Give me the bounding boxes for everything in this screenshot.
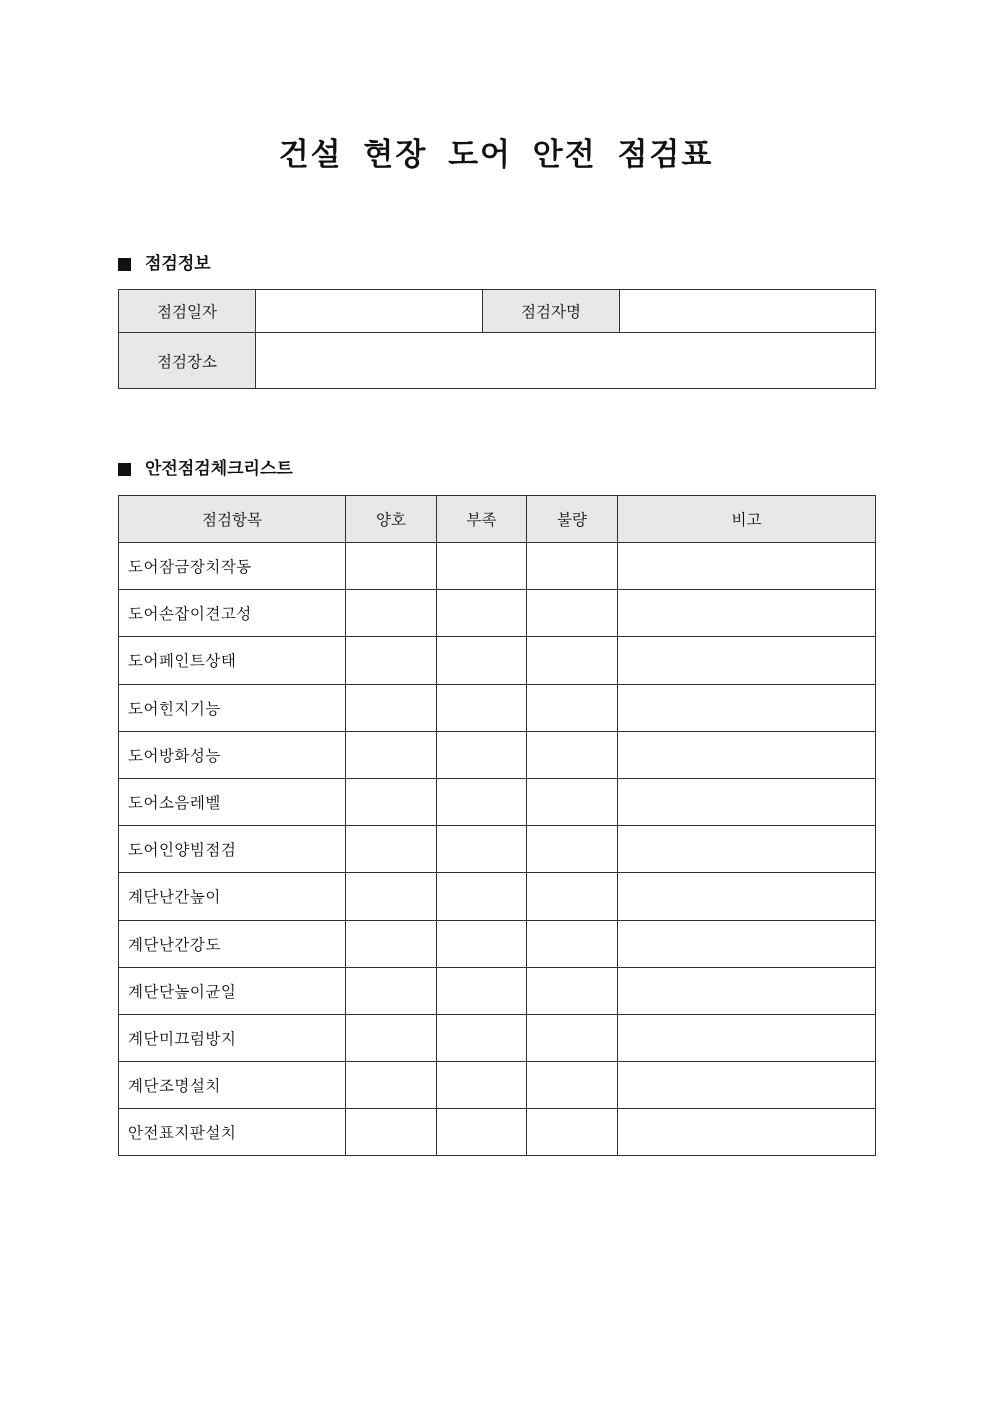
table-row <box>119 731 876 778</box>
insufficient-cell[interactable] <box>437 543 527 590</box>
table-row <box>119 543 876 590</box>
good-cell[interactable] <box>346 873 437 920</box>
poor-cell[interactable] <box>527 637 618 684</box>
table-row <box>119 967 876 1014</box>
remarks-cell[interactable] <box>618 731 876 778</box>
remarks-cell[interactable] <box>618 590 876 637</box>
table-row <box>119 637 876 684</box>
poor-cell[interactable] <box>527 826 618 873</box>
insufficient-cell[interactable] <box>437 967 527 1014</box>
table-row <box>119 826 876 873</box>
insufficient-cell[interactable] <box>437 731 527 778</box>
section-heading-checklist-label: 안전점검체크리스트 <box>145 459 293 479</box>
table-row <box>119 778 876 825</box>
good-cell[interactable] <box>346 920 437 967</box>
table-row <box>119 1062 876 1109</box>
table-row <box>119 684 876 731</box>
table-row <box>119 920 876 967</box>
check-item-label: 도어페인트상태 <box>119 637 346 684</box>
good-cell[interactable] <box>346 1109 437 1156</box>
insufficient-cell[interactable] <box>437 920 527 967</box>
poor-cell[interactable] <box>527 684 618 731</box>
table-row <box>119 1014 876 1061</box>
poor-cell[interactable] <box>527 590 618 637</box>
location-label: 점검장소 <box>119 333 256 389</box>
remarks-cell[interactable] <box>618 1062 876 1109</box>
section-heading-info <box>118 252 211 276</box>
table-row <box>119 1109 876 1156</box>
insufficient-cell[interactable] <box>437 873 527 920</box>
poor-cell[interactable] <box>527 920 618 967</box>
insufficient-cell[interactable] <box>437 778 527 825</box>
poor-cell[interactable] <box>527 873 618 920</box>
insufficient-cell[interactable] <box>437 590 527 637</box>
good-cell[interactable] <box>346 637 437 684</box>
remarks-cell[interactable] <box>618 778 876 825</box>
column-header-poor: 불량 <box>527 496 618 543</box>
good-cell[interactable] <box>346 590 437 637</box>
remarks-cell[interactable] <box>618 684 876 731</box>
square-bullet-icon <box>118 463 131 476</box>
good-cell[interactable] <box>346 967 437 1014</box>
good-cell[interactable] <box>346 684 437 731</box>
table-row <box>119 590 876 637</box>
insufficient-cell[interactable] <box>437 637 527 684</box>
remarks-cell[interactable] <box>618 543 876 590</box>
inspection-info-table <box>118 289 876 389</box>
column-header-insufficient: 부족 <box>437 496 527 543</box>
page-title: 건설 현장 도어 안전 점검표 <box>278 137 714 173</box>
insufficient-cell[interactable] <box>437 1109 527 1156</box>
safety-checklist-table <box>118 495 876 1156</box>
inspector-label: 점검자명 <box>483 290 620 333</box>
poor-cell[interactable] <box>527 1014 618 1061</box>
column-header-good: 양호 <box>346 496 437 543</box>
check-item-label: 도어방화성능 <box>119 731 346 778</box>
date-label: 점검일자 <box>119 290 256 333</box>
check-item-label: 도어잠금장치작동 <box>119 543 346 590</box>
good-cell[interactable] <box>346 543 437 590</box>
remarks-cell[interactable] <box>618 826 876 873</box>
remarks-cell[interactable] <box>618 967 876 1014</box>
insufficient-cell[interactable] <box>437 1062 527 1109</box>
good-cell[interactable] <box>346 731 437 778</box>
square-bullet-icon <box>118 258 131 271</box>
good-cell[interactable] <box>346 1014 437 1061</box>
remarks-cell[interactable] <box>618 920 876 967</box>
check-item-label: 계단난간높이 <box>119 873 346 920</box>
section-heading-info-label: 점검정보 <box>145 254 211 274</box>
poor-cell[interactable] <box>527 967 618 1014</box>
good-cell[interactable] <box>346 778 437 825</box>
location-field[interactable] <box>256 333 876 389</box>
good-cell[interactable] <box>346 826 437 873</box>
date-field[interactable] <box>256 290 483 333</box>
check-item-label: 계단단높이균일 <box>119 967 346 1014</box>
insufficient-cell[interactable] <box>437 826 527 873</box>
poor-cell[interactable] <box>527 1109 618 1156</box>
insufficient-cell[interactable] <box>437 1014 527 1061</box>
remarks-cell[interactable] <box>618 1014 876 1061</box>
check-item-label: 도어손잡이견고성 <box>119 590 346 637</box>
poor-cell[interactable] <box>527 1062 618 1109</box>
table-row <box>119 873 876 920</box>
insufficient-cell[interactable] <box>437 684 527 731</box>
poor-cell[interactable] <box>527 731 618 778</box>
check-item-label: 계단조명설치 <box>119 1062 346 1109</box>
remarks-cell[interactable] <box>618 1109 876 1156</box>
good-cell[interactable] <box>346 1062 437 1109</box>
check-item-label: 계단미끄럼방지 <box>119 1014 346 1061</box>
remarks-cell[interactable] <box>618 873 876 920</box>
remarks-cell[interactable] <box>618 637 876 684</box>
section-heading-checklist <box>118 457 293 481</box>
check-item-label: 도어인양빔점검 <box>119 826 346 873</box>
column-header-item: 점검항목 <box>119 496 346 543</box>
check-item-label: 계단난간강도 <box>119 920 346 967</box>
poor-cell[interactable] <box>527 778 618 825</box>
check-item-label: 도어소음레벨 <box>119 778 346 825</box>
poor-cell[interactable] <box>527 543 618 590</box>
inspector-field[interactable] <box>620 290 876 333</box>
check-item-label: 안전표지판설치 <box>119 1109 346 1156</box>
column-header-remarks: 비고 <box>618 496 876 543</box>
check-item-label: 도어힌지기능 <box>119 684 346 731</box>
